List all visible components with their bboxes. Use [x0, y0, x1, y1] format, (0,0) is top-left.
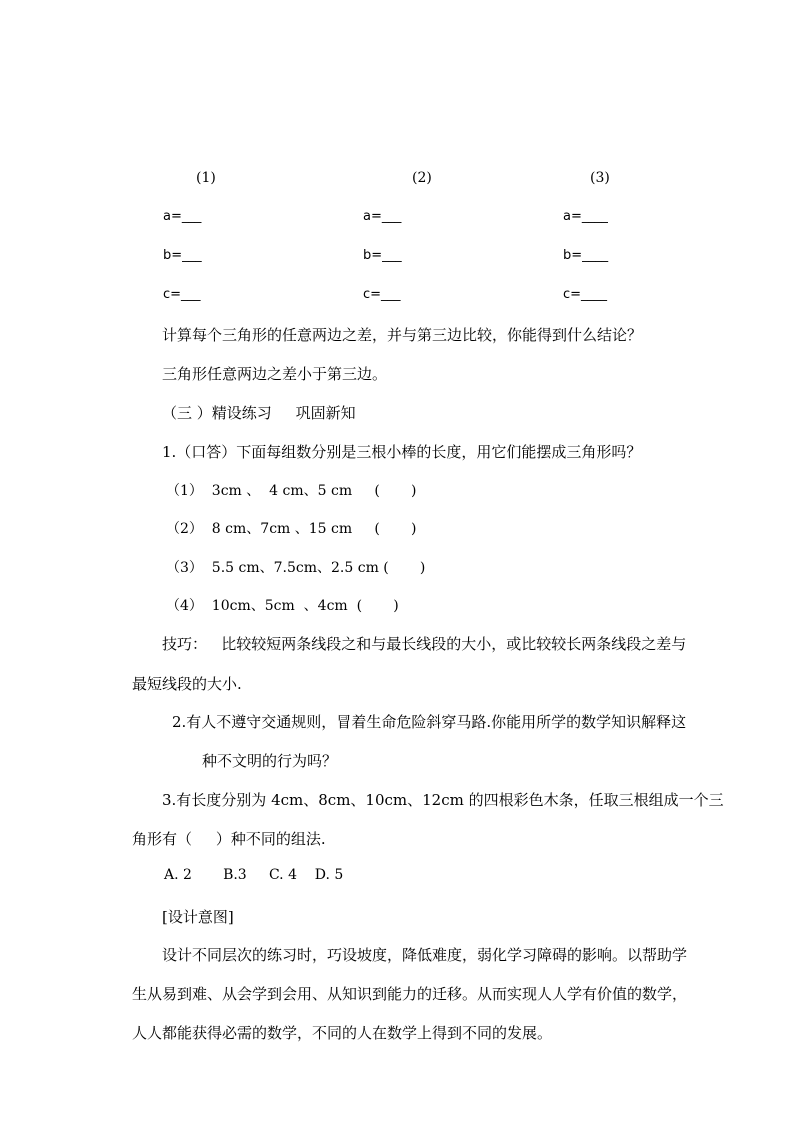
exercise3-line-1: 3.有长度分别为 4cm、8cm、10cm、12cm 的四根彩色木条，任取三根组成一个三 [162, 791, 724, 809]
column-header-3: (3) [590, 170, 610, 186]
col3-a-blank: a=____ [563, 209, 608, 224]
col3-b-blank: b=____ [563, 248, 609, 263]
exercise3-line-2: 角形有（ ）种不同的组法. [132, 830, 326, 848]
col1-a-blank: a=___ [163, 209, 202, 224]
col3-c-blank: c=____ [563, 287, 608, 302]
design-intent-line-1: 设计不同层次的练习时，巧设坡度，降低难度，弱化学习障碍的影响。以帮助学 [162, 946, 688, 964]
tip-line-1: 技巧： 比较较短两条线段之和与最长线段的大小，或比较较长两条线段之差与 [162, 635, 687, 653]
question-text: 计算每个三角形的任意两边之差，并与第三边比较，你能得到什么结论？ [162, 326, 643, 344]
exercise3-options: A. 2 B.3 C. 4 D. 5 [164, 867, 344, 883]
exercise1-prompt: 1.（口答）下面每组数分别是三根小棒的长度，用它们能摆成三角形吗？ [162, 443, 642, 461]
design-intent-heading: [设计意图] [162, 908, 234, 926]
exercise1-item-2: （2） 8 cm、7cm 、15 cm ( ) [166, 521, 417, 537]
exercise2-line-2: 种不文明的行为吗？ [202, 752, 338, 770]
col1-b-blank: b=___ [163, 248, 202, 263]
conclusion-text: 三角形任意两边之差小于第三边。 [162, 365, 388, 383]
exercise1-item-4: （4） 10cm、5cm 、4cm ( ) [166, 598, 399, 614]
column-header-1: (1) [196, 170, 216, 186]
column-header-2: (2) [412, 170, 432, 186]
col2-c-blank: c=___ [363, 287, 401, 302]
col1-c-blank: c=___ [163, 287, 201, 302]
design-intent-line-3: 人人都能获得必需的数学，不同的人在数学上得到不同的发展。 [132, 1024, 553, 1042]
exercise1-item-3: （3） 5.5 cm、7.5cm、2.5 cm ( ) [166, 560, 426, 576]
exercise1-item-1: （1） 3cm 、 4 cm、5 cm ( ) [166, 483, 417, 499]
design-intent-line-2: 生从易到难、从会学到会用、从知识到能力的迁移。从而实现人人学有价值的数学， [132, 985, 688, 1003]
col2-a-blank: a=___ [363, 209, 402, 224]
section-heading: （三 ）精设练习 巩固新知 [162, 404, 356, 422]
col2-b-blank: b=___ [363, 248, 402, 263]
exercise2-line-1: 2.有人不遵守交通规则，冒着生命危险斜穿马路.你能用所学的数学知识解释这 [172, 713, 687, 731]
tip-line-2: 最短线段的大小. [132, 675, 242, 693]
